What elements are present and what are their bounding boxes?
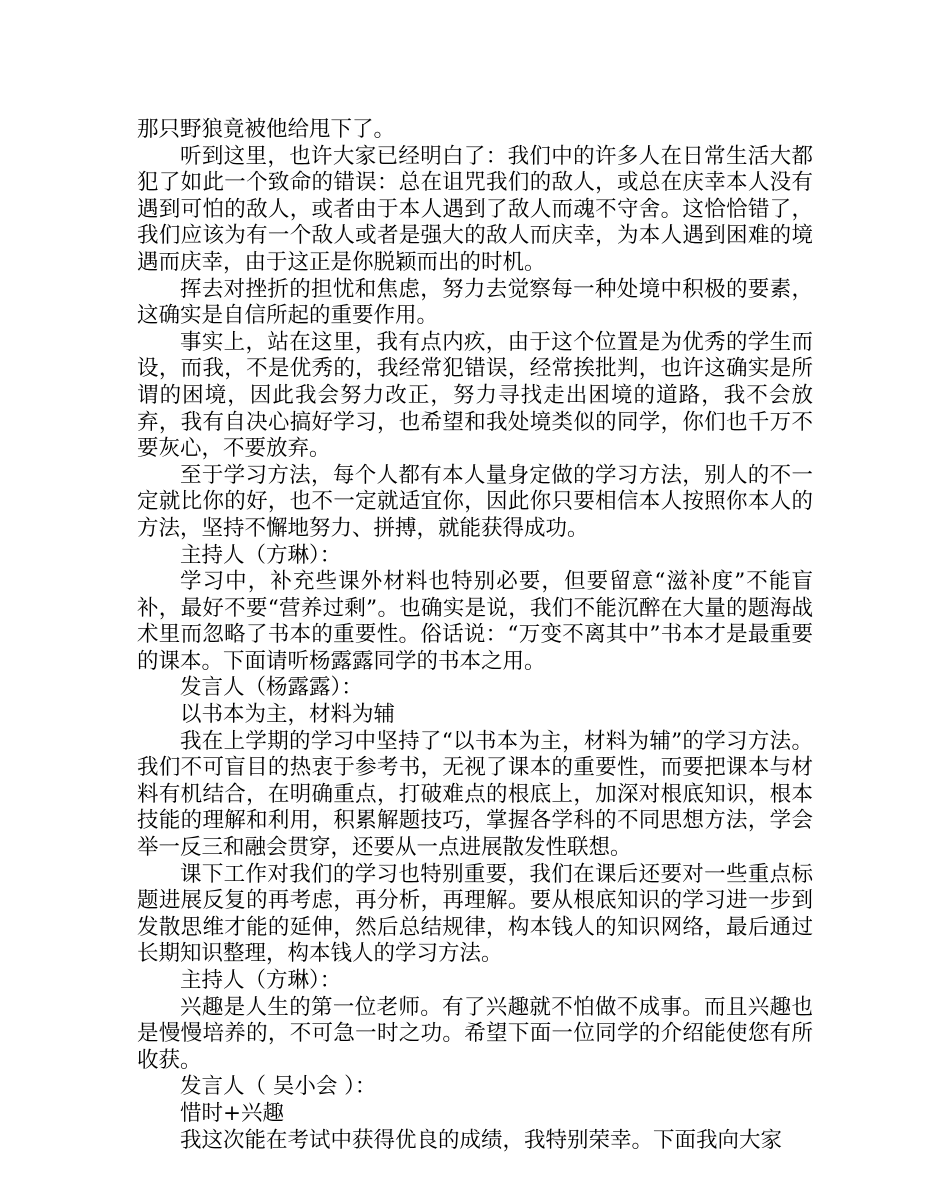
section-heading-books: 以书本为主，材料为辅 [180, 702, 396, 728]
paragraph-4: 事实上，站在这里，我有点内疚，由于这个位置是为优秀的学生而设，而我，不是优秀的，我经常犯错误，经常挨批判，也许这确实是所谓的困境，因此我会努力改正，努力寻找走出困境的道路，我不会放弃，我有自决心搞好学习，也希望和我处境类似的同学，你们也千万不要灰心，不要放弃。 [137, 329, 813, 462]
paragraph-1: 那只野狼竟被他给甩下了。 [137, 117, 396, 142]
speaker-wu: 发言人（ 吴小会 ）： [180, 1074, 377, 1100]
document-page [137, 117, 813, 1154]
section-heading-time-interest: 惜时+兴趣 [180, 1100, 285, 1126]
paragraph-13: 兴趣是人生的第一位老师。有了兴趣就不怕做不成事。而且兴趣也是慢慢培养的，不可急一时之功。希望下面一位同学的介绍能使您有所收获。 [137, 994, 813, 1073]
paragraph-10: 我在上学期的学习中坚持了“以书本为主，材料为辅”的学习方法。我们不可盲目的热衷于参考书，无视了课本的重要性，而要把课本与材料有机结合，在明确重点，打破难点的根底上，加深对根底知识，根本技能的理解和利用，积累解题技巧，掌握各学科的不同思想方法，学会举一反三和融会贯穿，还要从一点进展散发性联想。 [137, 728, 813, 861]
paragraph-16: 我这次能在考试中获得优良的成绩，我特别荣幸。下面我向大家 [180, 1127, 783, 1153]
paragraph-2: 听到这里，也许大家已经明白了：我们中的许多人在日常生活大都犯了如此一个致命的错误：总在诅咒我们的敌人，或总在庆幸本人没有遇到可怕的敌人，或者由于本人遇到了敌人而魂不守舍。这恰恰错了，我们应该为有一个敌人或者是强大的敌人而庆幸，为本人遇到困难的境遇而庆幸，由于这正是你脱颖而出的时机。 [137, 143, 813, 275]
paragraph-3: 挥去对挫折的担忧和焦虑，努力去觉察每一种处境中积极的要素，这确实是自信所起的重要作用。 [137, 276, 813, 329]
paragraph-5: 至于学习方法，每个人都有本人量身定做的学习方法，别人的不一定就比你的好，也不一定就适宜你，因此你只要相信本人按照你本人的方法，坚持不懈地努力、拼搏，就能获得成功。 [137, 462, 813, 541]
speaker-host-2: 主持人（方琳）： [180, 968, 342, 993]
paragraph-7: 学习中，补充些课外材料也特别必要，但要留意“滋补度”不能盲补，最好不要“营养过剩”。也确实是说，我们不能沉醉在大量的题海战术里而忽略了书本的重要性。俗话说：“万变不离其中”书本才是最重要的课本。下面请听杨露露同学的书本之用。 [137, 569, 813, 674]
speaker-yang: 发言人（杨露露）： [180, 675, 363, 701]
speaker-host-1: 主持人（方琳）： [180, 542, 342, 568]
paragraph-11: 课下工作对我们的学习也特别重要，我们在课后还要对一些重点标题进展反复的再考虑，再分析，再理解。要从根底知识的学习进一步到发散思维才能的延伸，然后总结规律，构本钱人的知识网络，最后通过长期知识整理，构本钱人的学习方法。 [137, 861, 813, 967]
